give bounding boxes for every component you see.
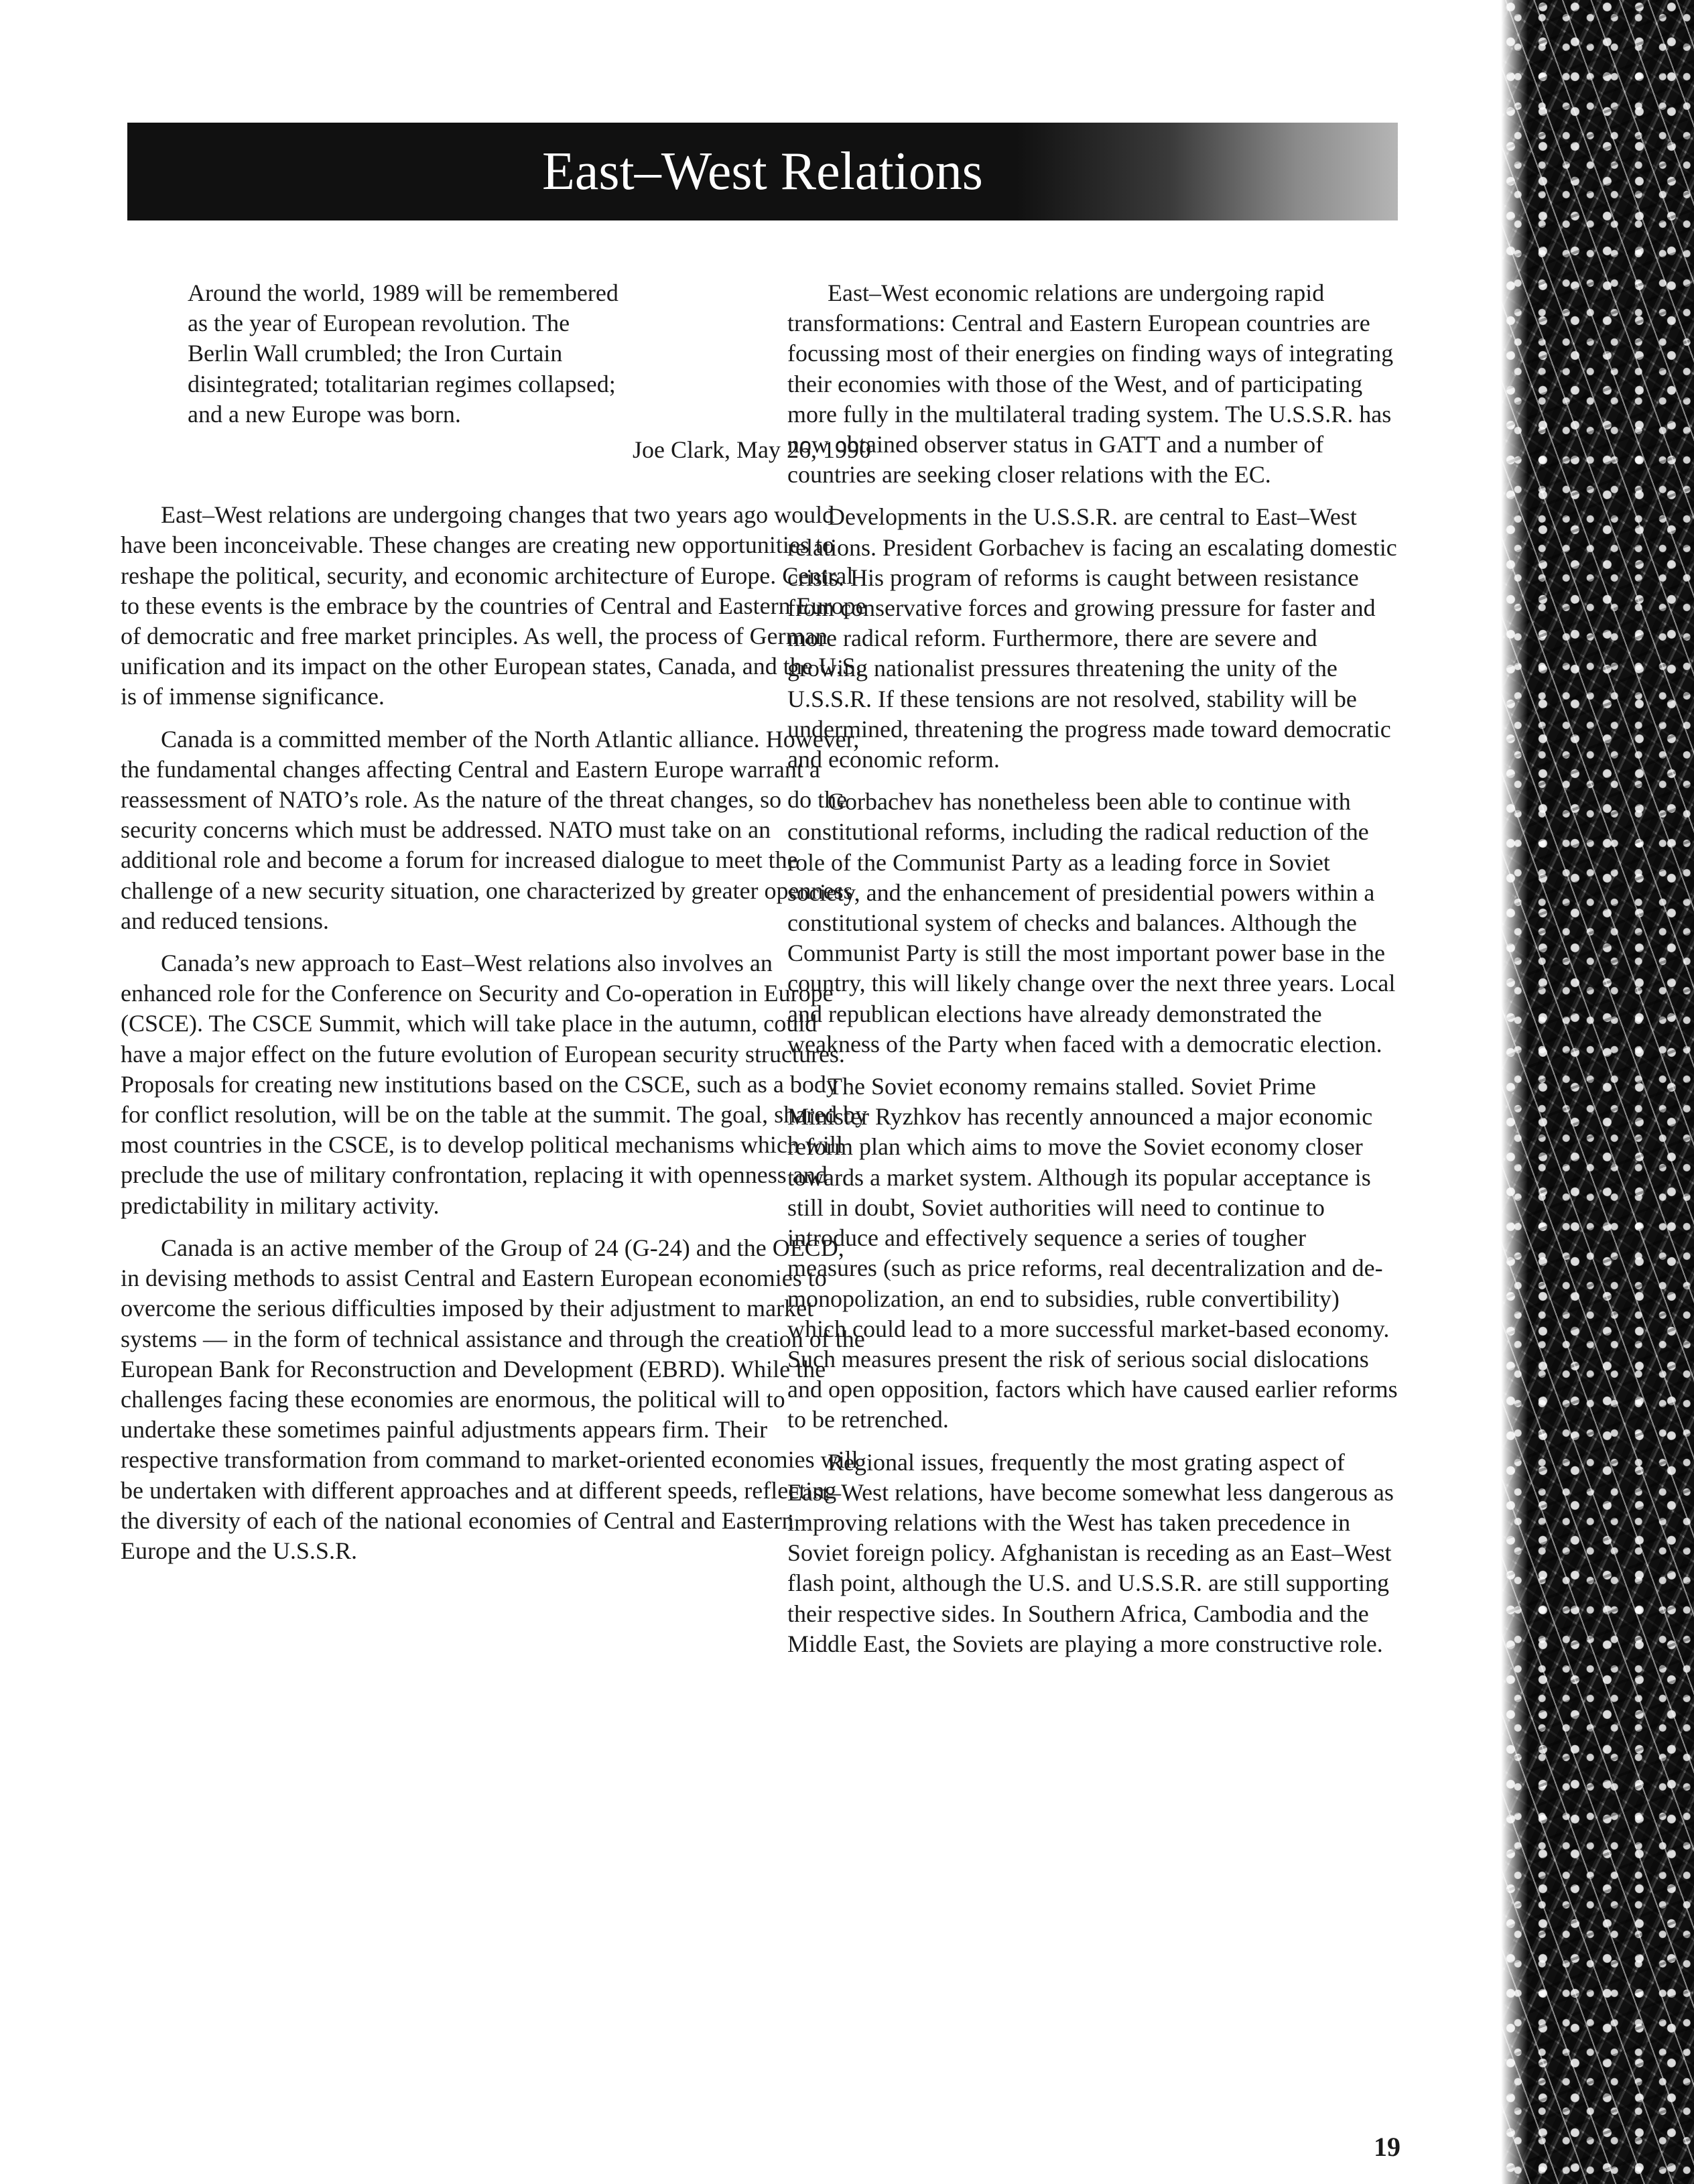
left-column	[121, 278, 871, 1578]
epigraph-line: as the year of European revolution. The	[188, 310, 570, 337]
body-paragraph: Developments in the U.S.S.R. are central to East–West relations. President Gorbachev is facing an escalating domestic crisis. His program of reforms is caught between resistance from conservative forces and growing pressure for faster and more radical reform. Furthermore, there are severe and growing nationalist pressures threatening the unity of the U.S.S.R. If these tensions are not resolved, stability will be undermined, threatening the progress made toward democratic and economic reform.	[787, 503, 1397, 773]
title-banner	[127, 123, 1398, 220]
body-paragraph: Regional issues, frequently the most grating aspect of East–West relations, have become somewhat less dangerous as improving relations with the West has taken precedence in Soviet foreign policy. Afghanistan is receding as an East–West flash point, although the U.S. and U.S.S.R. are still supporting their respective sides. In Southern Africa, Cambodia and the Middle East, the Soviets are playing a more constructive role.	[787, 1448, 1394, 1657]
body-paragraph: East–West relations are undergoing changes that two years ago would have been inconceivable. These changes are creating new opportunities to reshape the political, security, and economic architecture of Europe. Central to these events is the embrace by the countries of Central and Eastern Europe of democratic and free market principles. As well, the process of German unification and its impact on the other European states, Canada, and the U.S. is of immense significance.	[121, 501, 866, 710]
decorative-map-strip	[1501, 0, 1694, 2184]
epigraph	[188, 278, 871, 430]
page-number: 19	[1374, 2132, 1400, 2162]
body-paragraph: Canada’s new approach to East–West relations also involves an enhanced role for the Conference on Security and Co-operation in Europe (CSCE). The CSCE Summit, which will take place in the autumn, could have a major effect on the future evolution of European security structures. Proposals for creating new institutions based on the CSCE, such as a body for conflict resolution, will be on the table at the summit. The goal, shared by most countries in the CSCE, is to develop political mechanisms which will preclude the use of military confrontation, replacing it with openness and predictability in military activity.	[121, 950, 868, 1219]
epigraph-line: and a new Europe was born.	[188, 400, 461, 428]
epigraph-line: disintegrated; totalitarian regimes collapsed;	[188, 370, 616, 397]
body-paragraph: Canada is an active member of the Group of 24 (G-24) and the OECD, in devising methods to assist Central and Eastern European economies to overcome the serious difficulties imposed by their adjustment to market systems — in the form of technical assistance and through the creation of the European Bank for Reconstruction and Development (EBRD). While the challenges facing these economies are enormous, the political will to undertake these sometimes painful adjustments appears firm. Their respective transformation from command to market-oriented economies will be undertaken with different approaches and at different speeds, reflecting the diversity of each of the national economies of Central and Eastern Europe and the U.S.S.R.	[121, 1234, 865, 1564]
body-paragraph: Gorbachev has nonetheless been able to continue with constitutional reforms, including the radical reduction of the role of the Communist Party as a leading force in Soviet society, and the enhancement of presidential powers within a constitutional system of checks and balances. Although the Communist Party is still the most important power base in the country, this will likely change over the next three years. Local and republican elections have already demonstrated the weakness of the Party when faced with a democratic election.	[787, 788, 1396, 1057]
epigraph-line: Around the world, 1989 will be remembered	[188, 279, 618, 306]
epigraph-attribution: Joe Clark, May 26, 1990	[633, 436, 871, 464]
page-title: East–West Relations	[542, 142, 983, 201]
body-paragraph: Canada is a committed member of the North Atlantic alliance. However, the fundamental changes affecting Central and Eastern Europe warrant a reassessment of NATO’s role. As the nature of the threat changes, so do the security concerns which must be addressed. NATO must take on an additional role and become a forum for increased dialogue to meet the challenge of a new security situation, one characterized by greater openness and reduced tensions.	[121, 725, 860, 934]
epigraph-line: Berlin Wall crumbled; the Iron Curtain	[188, 340, 563, 367]
body-paragraph: The Soviet economy remains stalled. Soviet Prime Minister Ryzhkov has recently announced a major economic reform plan which aims to move the Soviet economy closer towards a market system. Although its popular acceptance is still in doubt, Soviet authorities will need to continue to introduce and effectively sequence a series of tougher measures (such as price reforms, real decentralization and de-monopolization, an end to subsidies, ruble convertibility) which could lead to a more successful market-based economy. Such measures present the risk of serious social dislocations and open opposition, factors which have caused earlier reforms to be retrenched.	[787, 1073, 1398, 1433]
right-column	[787, 278, 1400, 1671]
body-paragraph: East–West economic relations are undergoing rapid transformations: Central and Eastern European countries are focussing most of their energies on finding ways of integrating their economies with those of the West, and of participating more fully in the multilateral trading system. The U.S.S.R. has now obtained observer status in GATT and a number of countries are seeking closer relations with the EC.	[787, 279, 1394, 489]
